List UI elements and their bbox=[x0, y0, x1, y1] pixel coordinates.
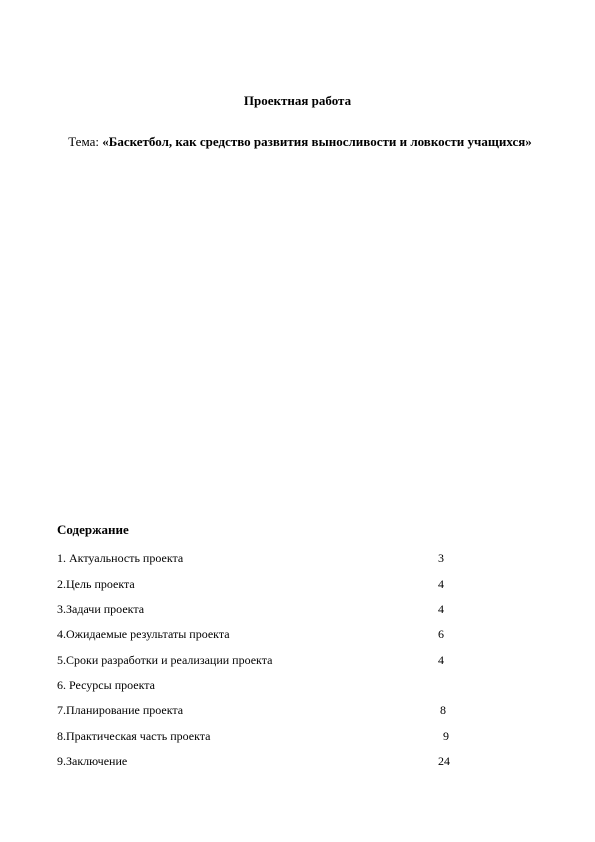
toc-item-page: 4 bbox=[438, 602, 444, 616]
document-title: Проектная работа bbox=[243, 93, 352, 108]
toc-item-page: 24 bbox=[438, 754, 450, 768]
toc-item-label: 1. Актуальность проекта bbox=[57, 551, 184, 565]
toc-item-label: 4.Ожидаемые результаты проекта bbox=[57, 627, 230, 641]
toc-item-page: 6 bbox=[438, 627, 444, 641]
toc-heading: Содержание bbox=[57, 522, 129, 537]
toc-item-page: 8 bbox=[440, 703, 446, 717]
topic-text: «Баскетбол, как средство развития выносливости и ловкости учащихся» bbox=[102, 134, 532, 149]
toc-item-label: 9.Заключение bbox=[57, 754, 128, 768]
toc-item-label: 7.Планирование проекта bbox=[57, 703, 184, 717]
toc-item-label: 2.Цель проекта bbox=[57, 577, 135, 591]
topic-line bbox=[60, 134, 540, 150]
toc-item-label: 8.Практическая часть проекта bbox=[57, 729, 211, 743]
toc-item-label: 3.Задачи проекта bbox=[57, 602, 145, 616]
toc-item-label: 6. Ресурсы проекта bbox=[57, 678, 155, 692]
toc-item-page: 4 bbox=[438, 577, 444, 591]
topic-prefix: Тема: bbox=[68, 134, 103, 149]
toc-item-label: 5.Сроки разработки и реализации проекта bbox=[57, 653, 273, 667]
toc-item-page: 4 bbox=[438, 653, 444, 667]
toc-item-page: 3 bbox=[438, 551, 444, 565]
toc-item-page: 9 bbox=[443, 729, 449, 743]
